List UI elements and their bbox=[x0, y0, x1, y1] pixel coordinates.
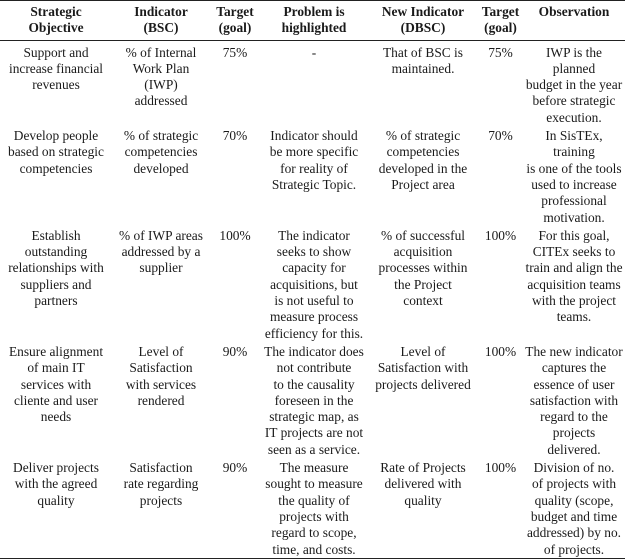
cell-indicator: Level of Satisfaction with services rendered bbox=[125, 343, 197, 408]
cell-new-indicator: Level of Satisfaction with projects delivered bbox=[375, 343, 471, 392]
cell-new-target: 70% bbox=[488, 128, 513, 144]
cell-new-target: 100% bbox=[484, 227, 517, 243]
header-indicator-bsc: Indicator (BSC) bbox=[134, 4, 188, 36]
cell-target: 90% bbox=[222, 343, 248, 359]
header-strategic-objective: Strategic Objective bbox=[28, 4, 84, 36]
cell-observation: IWP is the planned budget in the year before strategic execution. bbox=[525, 44, 623, 125]
table-header bbox=[0, 1, 625, 41]
cell-observation: For this goal, CITEx seeks to train and align the acquisition teams with the project teams. bbox=[525, 227, 623, 325]
cell-target: 90% bbox=[222, 460, 248, 476]
cell-target: 75% bbox=[222, 44, 248, 60]
header-target-goal: Target (goal) bbox=[216, 4, 254, 36]
header-new-target-goal: Target (goal) bbox=[481, 4, 520, 36]
cell-new-target: 100% bbox=[484, 343, 517, 359]
cell-problem: The indicator does not contribute to the causality foreseen in the strategic map, as IT projects are not seen as a service. bbox=[264, 343, 364, 457]
table-body bbox=[0, 40, 625, 558]
cell-observation: Division of no. of projects with quality (scope, budget and time addressed) by no. of projects. bbox=[526, 460, 622, 557]
header-row bbox=[0, 1, 625, 41]
header-observation: Observation bbox=[538, 4, 610, 19]
cell-objective: Develop people based on strategic competencies bbox=[8, 128, 104, 176]
table-row bbox=[0, 40, 625, 126]
cell-problem: Indicator should be more specific for reality of Strategic Topic. bbox=[269, 128, 359, 192]
cell-objective: Support and increase financial revenues bbox=[8, 44, 104, 93]
cell-indicator: Satisfaction rate regarding projects bbox=[123, 460, 199, 508]
cell-problem: The measure sought to measure the quality of projects with regard to scope, time, and costs. bbox=[265, 460, 363, 557]
cell-new-indicator: That of BSC is maintained. bbox=[383, 44, 463, 76]
cell-objective: Ensure alignment of main IT services with cliente and user needs bbox=[8, 343, 104, 425]
header-new-indicator-dbsc: New Indicator (DBSC) bbox=[381, 4, 465, 36]
cell-indicator: % of Internal Work Plan (IWP) addressed bbox=[125, 44, 197, 109]
cell-indicator: % of strategic competencies developed bbox=[123, 128, 199, 176]
cell-observation: In SisTEx, training is one of the tools used to increase professional motivation. bbox=[526, 128, 622, 225]
cell-objective: Deliver projects with the agreed quality bbox=[13, 460, 99, 508]
cell-observation: The new indicator captures the essence of user satisfaction with regard to the projects delivered. bbox=[525, 343, 623, 457]
cell-new-indicator: Rate of Projects delivered with quality bbox=[380, 460, 466, 508]
cell-indicator: % of IWP areas addressed by a supplier bbox=[119, 227, 203, 276]
table-row bbox=[0, 226, 625, 342]
cell-problem: The indicator seeks to show capacity for acquisitions, but is not useful to measure process efficiency for this. bbox=[264, 227, 364, 341]
table-row bbox=[0, 342, 625, 458]
cell-objective: Establish outstanding relationships with suppliers and partners bbox=[8, 227, 104, 309]
table-row bbox=[0, 126, 625, 226]
header-problem-highlighted: Problem is highlighted bbox=[281, 4, 347, 36]
cell-target: 70% bbox=[222, 128, 248, 144]
cell-problem: - bbox=[311, 44, 317, 60]
table-row bbox=[0, 458, 625, 558]
cell-new-target: 100% bbox=[484, 460, 517, 476]
cell-new-target: 75% bbox=[488, 44, 513, 60]
cell-new-indicator: % of strategic competencies developed in the Project area bbox=[378, 128, 468, 192]
cell-target: 100% bbox=[219, 227, 251, 243]
cell-new-indicator: % of successful acquisition processes within the Project context bbox=[378, 227, 468, 309]
